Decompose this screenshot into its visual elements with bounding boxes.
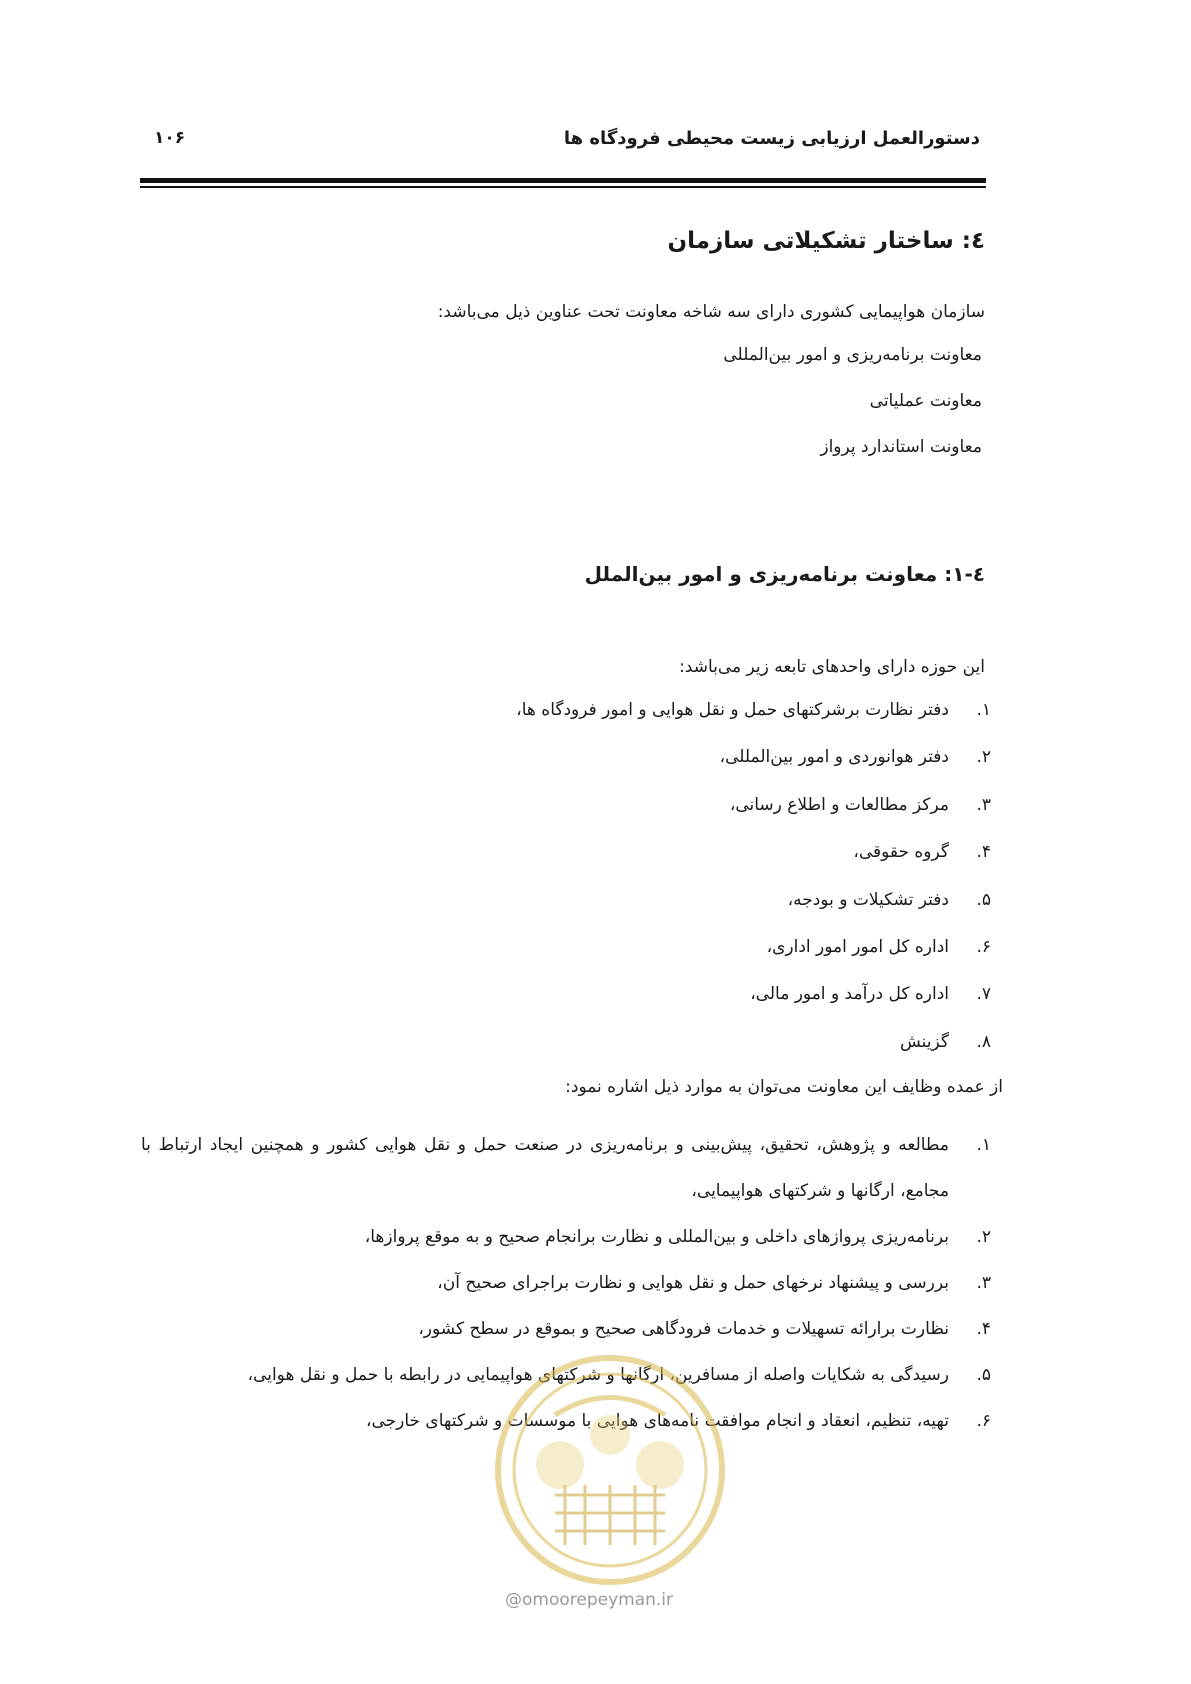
list-item-text: اداره کل درآمد و امور مالی، xyxy=(750,984,949,1005)
list-item-number: ۶. xyxy=(976,936,991,957)
list-item xyxy=(141,1214,991,1260)
list-item-number: ۶. xyxy=(976,1411,991,1431)
units-intro: این حوزه دارای واحدهای تابعه زیر می‌باشد: xyxy=(679,657,985,677)
list-item-text: تهیه، تنظیم، انعقاد و انجام موافقت نامه‌های هوایی با موسسات و شرکتهای خارجی، xyxy=(365,1411,949,1431)
list-item-text: مرکز مطالعات و اطلاع رسانی، xyxy=(729,794,949,815)
page-header xyxy=(150,128,980,162)
list-item-text: برنامه‌ریزی پروازهای داخلی و بین‌المللی و نظارت برانجام صحیح و به موقع پروازها، xyxy=(364,1227,949,1247)
list-item-number: ۵. xyxy=(976,1365,991,1385)
list-item-number: ۱. xyxy=(976,1135,991,1155)
subsection-heading: ٤-١: معاونت برنامه‌ریزی و امور بین‌الملل xyxy=(584,562,985,586)
list-item-text: گزینش xyxy=(899,1031,949,1052)
list-item-number: ۲. xyxy=(976,1227,991,1247)
list-item xyxy=(516,937,991,984)
list-item-number: ۴. xyxy=(976,842,991,863)
list-item-number: ۵. xyxy=(976,889,991,910)
list-item-number: ۳. xyxy=(976,1273,991,1293)
list-item-number: ۸. xyxy=(976,1031,991,1052)
list-item-text: دفتر نظارت برشرکتهای حمل و نقل هوایی و امور فرودگاه ها، xyxy=(516,700,949,720)
list-item-text: دفتر تشکیلات و بودجه، xyxy=(787,889,949,910)
list-item-number: ۱. xyxy=(976,700,991,720)
list-item-number: ۲. xyxy=(976,747,991,768)
list-item xyxy=(141,1122,991,1214)
list-item-text: نظارت برارائه تسهیلات و خدمات فرودگاهی صحیح و بموقع در سطح کشور، xyxy=(418,1319,949,1339)
list-item-text: بررسی و پیشنهاد نرخهای حمل و نقل هوایی و نظارت براجرای صحیح آن، xyxy=(437,1273,949,1293)
list-item xyxy=(516,842,991,889)
page-number: ۱۰۶ xyxy=(154,128,186,148)
list-item-number: ۳. xyxy=(976,794,991,815)
header-rule-thin xyxy=(140,186,986,188)
header-title: دستورالعمل ارزیابی زیست محیطی فرودگاه ها xyxy=(563,128,980,149)
list-item-number: ۴. xyxy=(976,1319,991,1339)
header-rule-thick xyxy=(140,178,986,183)
list-item xyxy=(516,984,991,1031)
list-item xyxy=(516,1032,991,1079)
list-item-text: دفتر هوانوردی و امور بین‌المللی، xyxy=(719,747,949,768)
section-intro: سازمان هواپیمایی کشوری دارای سه شاخه معاونت تحت عناوین ذیل می‌باشد: xyxy=(437,302,985,322)
list-item xyxy=(516,700,991,747)
list-item-number: ۷. xyxy=(976,984,991,1005)
list-item xyxy=(141,1260,991,1306)
deputy-flight-standards: معاونت استاندارد پرواز xyxy=(820,437,982,457)
list-item-text: اداره کل امور امور اداری، xyxy=(766,936,949,957)
units-list xyxy=(516,700,991,1079)
deputy-planning: معاونت برنامه‌ریزی و امور بین‌المللی xyxy=(723,345,982,365)
list-item xyxy=(516,747,991,794)
duties-intro: از عمده وظایف این معاونت می‌توان به موارد ذیل اشاره نمود: xyxy=(565,1077,1003,1097)
deputy-operations: معاونت عملیاتی xyxy=(869,391,982,411)
watermark-seal-logo xyxy=(485,1345,735,1595)
list-item-text: مطالعه و پژوهش، تحقیق، پیش‌بینی و برنامه‌ریزی در صنعت حمل و نقل هوایی کشور و همچنین ایجاد ارتباط با مجامع، ارگانها و شرکتهای هواپیمایی، xyxy=(141,1135,949,1201)
list-item xyxy=(516,795,991,842)
list-item xyxy=(516,890,991,937)
list-item-text: گروه حقوقی، xyxy=(853,842,949,863)
list-item-text: رسیدگی به شکایات واصله از مسافرین، ارگانها و شرکتهای هواپیمایی در رابطه با حمل و نقل هوایی، xyxy=(247,1365,949,1385)
watermark-url: @omoorepeyman.ir xyxy=(505,1590,674,1610)
section-heading: ٤: ساختار تشکیلاتی سازمان xyxy=(667,228,985,254)
